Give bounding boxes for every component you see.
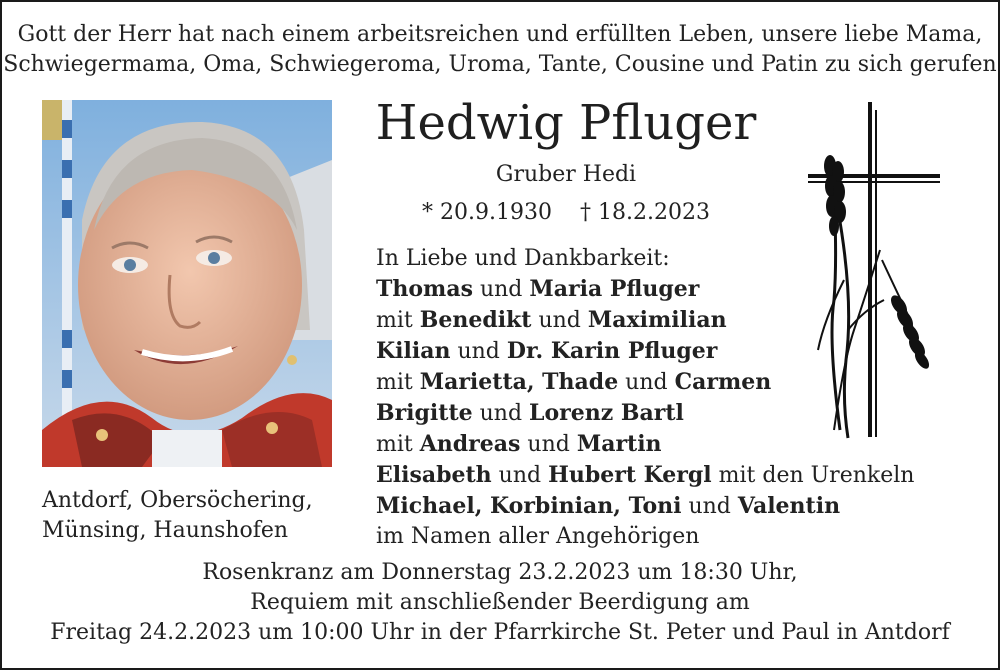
portrait-photo [42,100,332,467]
family-member-name: Andreas [419,431,521,457]
family-member-name: Marietta, Thade [419,369,619,395]
family-connector-text: und [520,432,577,457]
family-line [376,274,914,305]
family-line [376,336,914,367]
family-member-name: Valentin [737,493,841,519]
family-connector-text: mit [376,432,420,457]
deceased-name: Hedwig Pfluger [375,95,757,151]
family-member-name: Elisabeth [376,462,492,488]
family-member-name: Maximilian [587,307,727,333]
family-line [376,429,914,460]
life-dates [336,198,796,228]
death-date: † 18.2.2023 [580,200,710,225]
service-line-2: Requiem mit anschließender Beerdigung am [250,590,750,615]
family-connector-text: mit [376,308,420,333]
family-member-name: Maria Pfluger [529,276,700,302]
birth-date: * 20.9.1930 [422,200,552,225]
family-connector-text: mit den Urenkeln [711,463,915,488]
family-member-name: Michael, Korbinian, Toni [376,493,682,519]
service-line-1: Rosenkranz am Donnerstag 23.2.2023 um 18:30 Uhr, [202,560,798,585]
family-line [376,460,914,491]
places-line-1: Antdorf, Obersöchering, [42,488,313,513]
family-member-name: Benedikt [419,307,532,333]
family-heading: In Liebe und Dankbarkeit: [376,246,670,271]
places [42,486,313,546]
service-details [0,558,1000,648]
family-member-name: Brigitte [376,400,473,426]
family-member-name: Lorenz Bartl [529,400,684,426]
family-connector-text: und [472,277,530,302]
family-line [376,522,914,552]
family-line [376,305,914,336]
family-connector-text: und [531,308,588,333]
service-line-3: Freitag 24.2.2023 um 10:00 Uhr in der Pfarrkirche St. Peter und Paul in Antdorf [50,620,950,645]
family-lines [376,274,914,552]
maiden-name: Gruber Hedi [495,162,637,187]
family-member-name: Dr. Karin Pfluger [506,338,718,364]
family-connector-text: im Namen aller Angehörigen [376,524,700,549]
family-member-name: Thomas [376,276,473,302]
places-line-2: Münsing, Haunshofen [42,518,289,543]
family-connector-text: und [491,463,549,488]
family-line [376,398,914,429]
family-list [376,244,914,552]
family-member-name: Martin [576,431,662,457]
family-member-name: Carmen [674,369,772,395]
intro-line-1: Gott der Herr hat nach einem arbeitsreichen und erfüllten Leben, unsere liebe Mama, [17,22,983,47]
family-connector-text: mit [376,370,420,395]
family-member-name: Kilian [376,338,451,364]
family-member-name: Hubert Kergl [548,462,712,488]
family-connector-text: und [681,494,738,519]
family-connector-text: und [618,370,675,395]
intro-line-2: Schwiegermama, Oma, Schwiegeroma, Uroma, Tante, Cousine und Patin zu sich gerufen [3,52,997,77]
intro-text [0,20,1000,80]
family-line [376,367,914,398]
family-connector-text: und [450,339,507,364]
family-line [376,491,914,522]
family-connector-text: und [472,401,530,426]
